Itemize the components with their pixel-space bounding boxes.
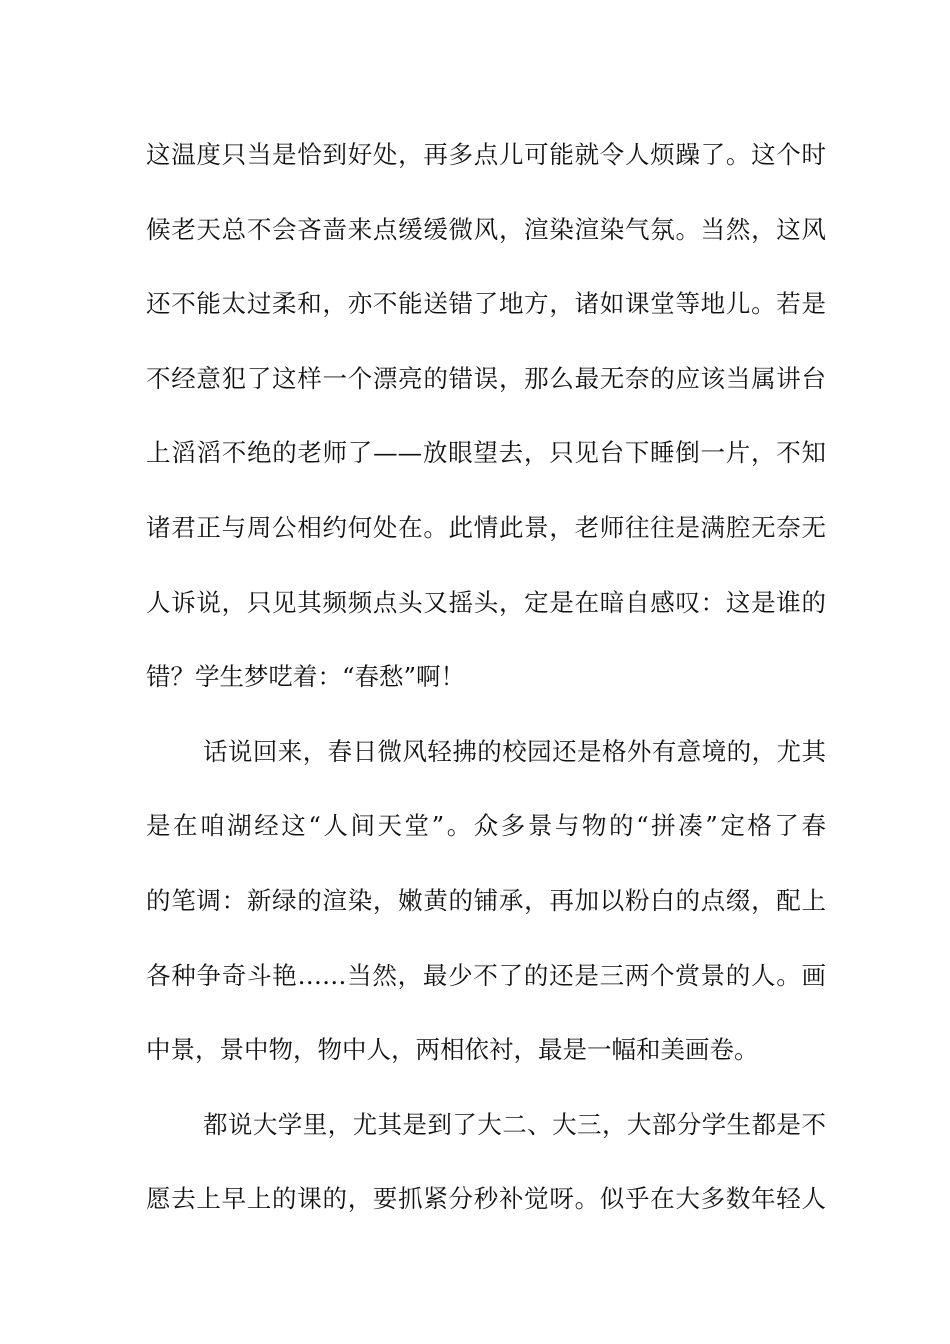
paragraph-first-line: 都说大学里，尤其是到了大二、大三，大部分学生都是不 [203,1109,826,1139]
text-line: 候老天总不会吝啬来点缓缓微风，渲染渲染气氛。当然，这风 [146,214,826,244]
text-line: 还不能太过柔和，亦不能送错了地方，诸如课堂等地儿。若是 [146,289,826,319]
text-line: 这温度只当是恰到好处，再多点儿可能就令人烦躁了。这个时 [146,140,826,169]
text-line: 不经意犯了这样一个漂亮的错误，那么最无奈的应该当属讲台 [146,363,826,393]
paragraph-first-line: 话说回来，春日微风轻拂的校园还是格外有意境的，尤其 [203,736,826,766]
text-line: 上滔滔不绝的老师了——放眼望去，只见台下睡倒一片，不知 [146,438,826,468]
text-line: 的笔调：新绿的渲染，嫩黄的铺承，再加以粉白的点缀，配上 [146,885,826,915]
text-line: 诸君正与周公相约何处在。此情此景，老师往往是满腔无奈无 [146,512,826,542]
text-line: 愿去上早上的课的，要抓紧分秒补觉呀。似乎在大多数年轻人 [146,1184,826,1214]
text-line: 错？学生梦呓着：“春愁”啊！ [146,662,466,692]
text-line: 人诉说，只见其频频点头又摇头，定是在暗自感叹：这是谁的 [146,587,826,617]
body-text [146,118,826,1237]
text-line: 中景，景中物，物中人，两相依衬，最是一幅和美画卷。 [146,1035,759,1065]
text-line: 是在咱湖经这“人间天堂”。众多景与物的“拼凑”定格了春 [146,811,826,841]
text-line: 各种争奇斗艳……当然，最少不了的还是三两个赏景的人。画 [146,960,826,990]
